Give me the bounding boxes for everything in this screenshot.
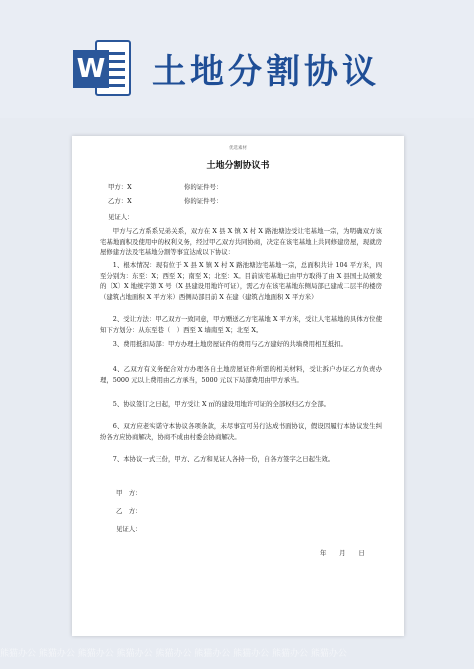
party-b-id: 你的证件号： [184, 197, 223, 205]
intro-paragraph: 甲方与乙方系系兄弟关系，双方在 X 县 X 镇 X 村 X 路池塘边受让宅基地一宗，为明确双方该宅基地面积及使用中的权利义务，经过甲乙双方共同协商，决定在该宅基地上共同修建房屋，现就房屋修建方法及宅基地分割等事宜达成以下协议： [100, 227, 382, 256]
clause-7: 7、本协议一式三份，甲方、乙方和见证人各持一份，自各方签字之日起生效。 [112, 455, 335, 463]
document-page [72, 136, 404, 636]
word-document-icon [73, 38, 131, 98]
clause-6: 6、双方应老实诺守本协议各项条款，未尽事宜可另行达成书面协议，假设因履行本协议发生纠纷各方应协商解决，协商不成由村委会协商解决。 [100, 422, 382, 441]
signature-party-b: 乙 方： [116, 507, 142, 515]
date-line: 年 月 日 [320, 549, 365, 557]
promo-banner [0, 0, 474, 118]
banner-headline: 土地分割协议 [152, 52, 380, 92]
witness-line: 见证人： [108, 213, 134, 221]
clause-2: 2、受让方法：甲乙双方一致同意，甲方赠送乙方宅基地 X 平方米，受让人宅基地的具体方位使知下方划分：从东至巷（ ）西至 X 墙南至 X；北至 X。 [100, 315, 382, 334]
party-a-line: 甲方：X [108, 183, 132, 191]
clause-3: 3、费用抵扣局部：甲方办理土地房屋证件的费用与乙方建好的共墙费用相互抵扣。 [112, 340, 347, 348]
watermark-strip: 熊猫办公 熊猫办公 熊猫办公 熊猫办公 熊猫办公 熊猫办公 熊猫办公 熊猫办公 熊猫办公 [0, 649, 347, 659]
party-b-line: 乙方：X [108, 197, 132, 205]
clause-1: 1、根本情况：现有位于 X 县 X 镇 X 村 X 路池塘边宅基地一宗，总面积共计 104 平方米，四至分别为：东至：X；西至 X；南至 X；北至：X。目前该宅基地已由甲方取得了由 X 县国土局颁发的〔X〕X 地统字第 X 号（X 县建设用地许可证），需乙方在该宅基地东侧局部已建成二层半的楼房（建筑占地面积 X 平方米）西侧局部目前 X 在建（建筑占地面积 X 平方米） [100, 261, 382, 301]
clause-4: 4、乙双方有义务配合对方办理各自土地房屋证件所需的相关材料，受让拆户办证乙方负责办理，5000 元以上费用由乙方承当，5000 元以下局部费用由甲方承当。 [100, 365, 382, 384]
header-note: 优选素材 [229, 146, 247, 151]
clause-5: 5、协议签订之日起，甲方受让 X ㎡的建设用地许可证的全部权归乙方全部。 [112, 400, 330, 408]
party-a-id: 你的证件号： [184, 183, 223, 191]
document-title: 土地分割协议书 [206, 161, 270, 171]
signature-witness: 见证人： [116, 525, 142, 533]
word-logo-letter: W [73, 50, 109, 88]
signature-party-a: 甲 方： [116, 489, 142, 497]
